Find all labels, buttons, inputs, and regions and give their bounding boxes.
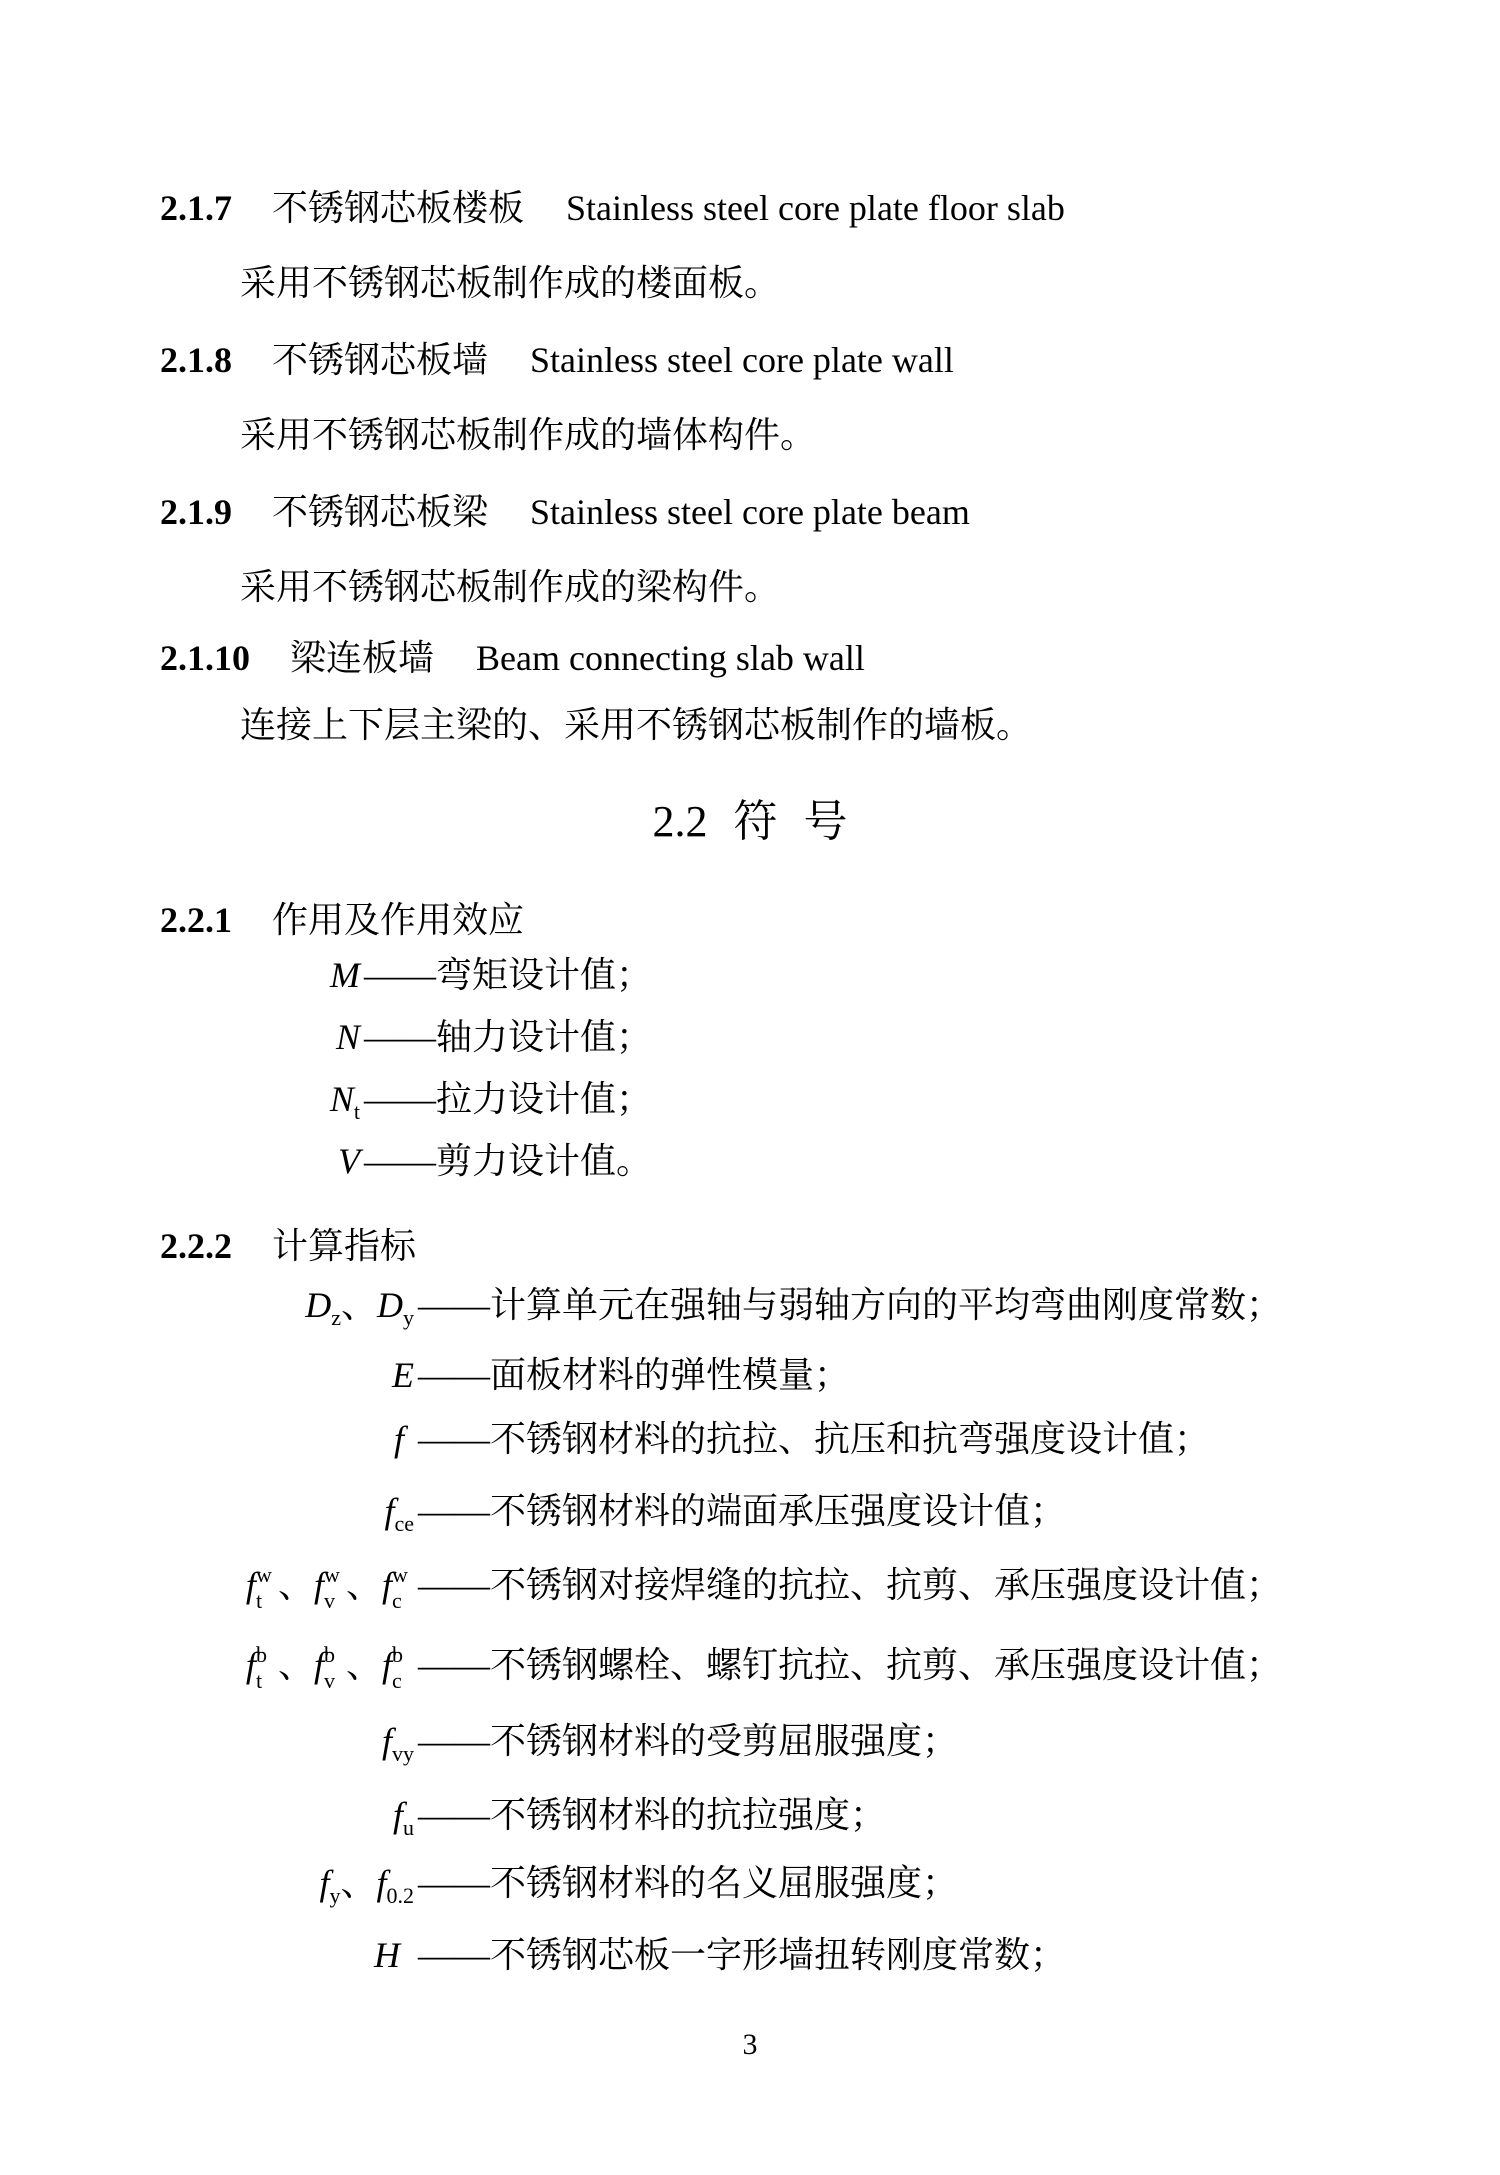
term-en: Stainless steel core plate floor slab (566, 188, 1065, 228)
symbol: M (330, 955, 360, 995)
term-definition: 采用不锈钢芯板制作成的墙体构件。 (240, 415, 817, 456)
symbol-description: 计算单元在强轴与弱轴方向的平均弯曲刚度常数； (490, 1285, 1283, 1326)
symbol: f b t 、f b v 、f b c (245, 1642, 403, 1693)
term-en: Stainless steel core plate wall (530, 340, 954, 380)
definition-dash: —— (418, 1935, 490, 1975)
definition-dash: —— (364, 1017, 436, 1057)
symbol: H (374, 1935, 400, 1975)
section-title-char: 符 (733, 796, 778, 847)
symbol-row (0, 1858, 1500, 1908)
symbol-description: 不锈钢芯板一字形墙扭转刚度常数； (490, 1935, 1067, 1976)
definition-dash: —— (418, 1645, 490, 1685)
symbol-row (0, 950, 1500, 1000)
symbol-row (0, 1280, 1500, 1330)
symbol-description: 不锈钢对接焊缝的抗拉、抗剪、承压强度设计值； (490, 1565, 1283, 1606)
definition-dash: —— (418, 1795, 490, 1835)
term-en: Beam connecting slab wall (476, 638, 865, 678)
symbol: E (392, 1355, 414, 1395)
term-number: 2.1.7 (160, 188, 232, 228)
symbol-description: 不锈钢材料的抗拉强度； (490, 1795, 887, 1836)
definition-dash: —— (418, 1721, 490, 1761)
symbol-row (0, 1486, 1500, 1536)
term-zh: 不锈钢芯板梁 (272, 492, 489, 533)
section-title-char: 号 (803, 796, 848, 847)
symbol: N (335, 1017, 360, 1057)
subsection-heading-2-2-1 (160, 902, 524, 939)
symbol: $N_t$ (329, 1079, 360, 1125)
symbol: $f_u$ (392, 1795, 414, 1841)
term-number: 2.1.8 (160, 340, 232, 380)
definition-dash: —— (418, 1285, 490, 1325)
symbol-description: 弯矩设计值； (436, 955, 653, 996)
definition-dash: —— (418, 1355, 490, 1395)
definition-dash: —— (364, 955, 436, 995)
definition-dash: —— (418, 1491, 490, 1531)
definition-dash: —— (418, 1565, 490, 1605)
symbol-description: 拉力设计值； (436, 1079, 653, 1120)
symbol-description: 不锈钢材料的端面承压强度设计值； (490, 1491, 1067, 1532)
symbol-description: 不锈钢材料的抗拉、抗压和抗弯强度设计值； (490, 1419, 1211, 1460)
symbol-description: 面板材料的弹性模量； (490, 1355, 851, 1396)
subsection-heading-2-2-2 (160, 1228, 416, 1265)
term-definition: 采用不锈钢芯板制作成的梁构件。 (240, 567, 781, 608)
symbol: $f_{ce}$ (384, 1491, 414, 1537)
term-number: 2.1.9 (160, 492, 232, 532)
subsection-title: 作用及作用效应 (272, 900, 525, 941)
symbol-row (0, 1074, 1500, 1124)
symbol-row (0, 1136, 1500, 1186)
term-definition: 采用不锈钢芯板制作成的楼面板。 (240, 263, 781, 304)
term-heading-2-1-7 (160, 190, 1065, 227)
symbol-row (0, 1350, 1500, 1400)
page-number: 3 (742, 2028, 758, 2061)
term-heading-2-1-9 (160, 494, 970, 531)
definition-dash: —— (364, 1141, 436, 1181)
term-en: Stainless steel core plate beam (530, 492, 970, 532)
symbol-description: 不锈钢螺栓、螺钉抗拉、抗剪、承压强度设计值； (490, 1645, 1283, 1686)
term-zh: 不锈钢芯板楼板 (272, 188, 525, 229)
term-heading-2-1-10 (160, 640, 865, 677)
symbol-row (0, 1414, 1500, 1464)
symbol-row (0, 1790, 1500, 1840)
subsection-number: 2.2.1 (160, 900, 232, 940)
symbol: f (393, 1419, 404, 1459)
section-title (0, 796, 1500, 847)
subsection-title: 计算指标 (272, 1226, 417, 1267)
term-definition: 连接上下层主梁的、采用不锈钢芯板制作的墙板。 (240, 705, 1033, 746)
symbol-row (0, 1560, 1500, 1613)
definition-dash: —— (418, 1419, 490, 1459)
subsection-number: 2.2.2 (160, 1226, 232, 1266)
symbol-row (0, 1012, 1500, 1062)
symbol: $f_{vy}$ (381, 1721, 414, 1767)
symbol-row (0, 1716, 1500, 1766)
symbol-description: 不锈钢材料的名义屈服强度； (490, 1863, 959, 1904)
symbol-description: 轴力设计值； (436, 1017, 653, 1058)
term-heading-2-1-8 (160, 342, 954, 379)
definition-dash: —— (364, 1079, 436, 1119)
symbol: $D_z$、$D_y$ (305, 1285, 414, 1331)
symbol: f w t 、f w v 、f w c (245, 1562, 408, 1613)
symbol: V (338, 1141, 360, 1181)
term-zh: 不锈钢芯板墙 (272, 340, 489, 381)
definition-dash: —— (418, 1863, 490, 1903)
section-number: 2.2 (652, 797, 708, 846)
symbol: $f_y$、$f_{0.2}$ (319, 1863, 414, 1909)
term-zh: 梁连板墙 (290, 638, 435, 679)
symbol-description: 不锈钢材料的受剪屈服强度； (490, 1721, 959, 1762)
symbol-row (0, 1640, 1500, 1693)
symbol-description: 剪力设计值。 (436, 1141, 653, 1182)
symbol-row (0, 1930, 1500, 1980)
term-number: 2.1.10 (160, 638, 250, 678)
